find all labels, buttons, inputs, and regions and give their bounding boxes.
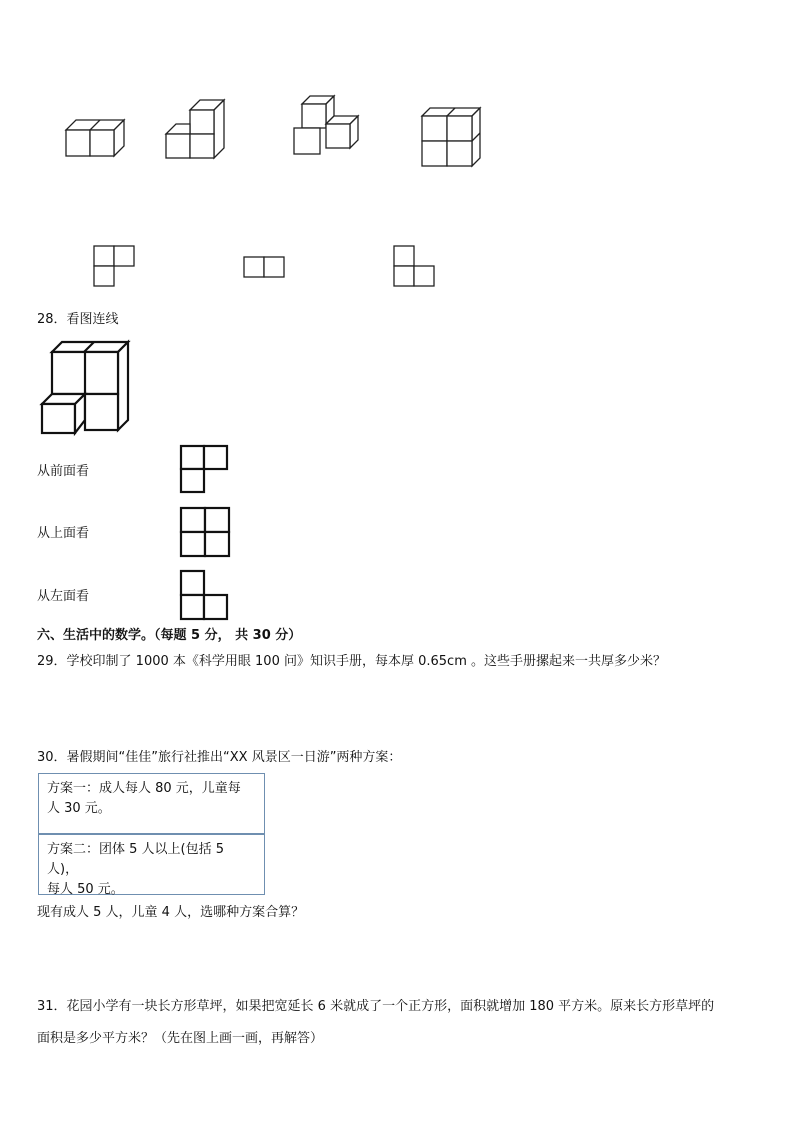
front-view-shape <box>178 443 230 497</box>
view-label-left: 从左面看 <box>37 589 90 604</box>
q30-text: 30．暑假期间“佳佳”旅行社推出“XX 风景区一日游”两种方案： <box>37 750 402 765</box>
plan-one-line-2: 人 30 元。 <box>47 801 111 816</box>
cube-solid-2 <box>160 98 230 164</box>
plan-two-line-1: 方案二：团体 5 人以上(包括 5 人)， <box>47 842 225 877</box>
view-label-top: 从上面看 <box>37 526 90 541</box>
q30-question: 现有成人 5 人，儿童 4 人，选哪种方案合算？ <box>37 905 305 920</box>
plan-one-box <box>38 773 265 834</box>
plan-one-line-1: 方案一：成人每人 80 元，儿童每 <box>47 781 241 796</box>
view-shape-1 <box>92 244 138 288</box>
cube-solid-4 <box>418 104 484 170</box>
view-shape-2 <box>242 255 288 279</box>
plan-two-line-2: 每人 50 元。 <box>47 882 124 897</box>
q31-line-1: 31．花园小学有一块长方形草坪，如果把宽延长 6 米就成了一个正方形，面积就增加 180 平方米。原来长方形草坪的 <box>37 999 715 1014</box>
view-label-front: 从前面看 <box>37 464 90 479</box>
q29-text: 29．学校印制了 1000 本《科学用眼 100 问》知识手册，每本厚 0.65cm 。这些手册摞起来一共厚多少米？ <box>37 654 666 669</box>
top-view-shape <box>178 505 232 561</box>
view-shape-3 <box>392 244 438 288</box>
q28-title: 28．看图连线 <box>37 312 119 327</box>
q28-solid-figure <box>38 338 132 438</box>
section-6-heading: 六、生活中的数学。（每题 5 分， 共 30 分） <box>37 628 302 643</box>
left-view-shape <box>178 568 230 624</box>
q31-line-2: 面积是多少平方米？（先在图上画一画，再解答） <box>37 1031 324 1046</box>
cube-solid-3 <box>288 92 362 164</box>
plan-two-box <box>38 834 265 895</box>
cube-solid-1 <box>60 110 130 162</box>
